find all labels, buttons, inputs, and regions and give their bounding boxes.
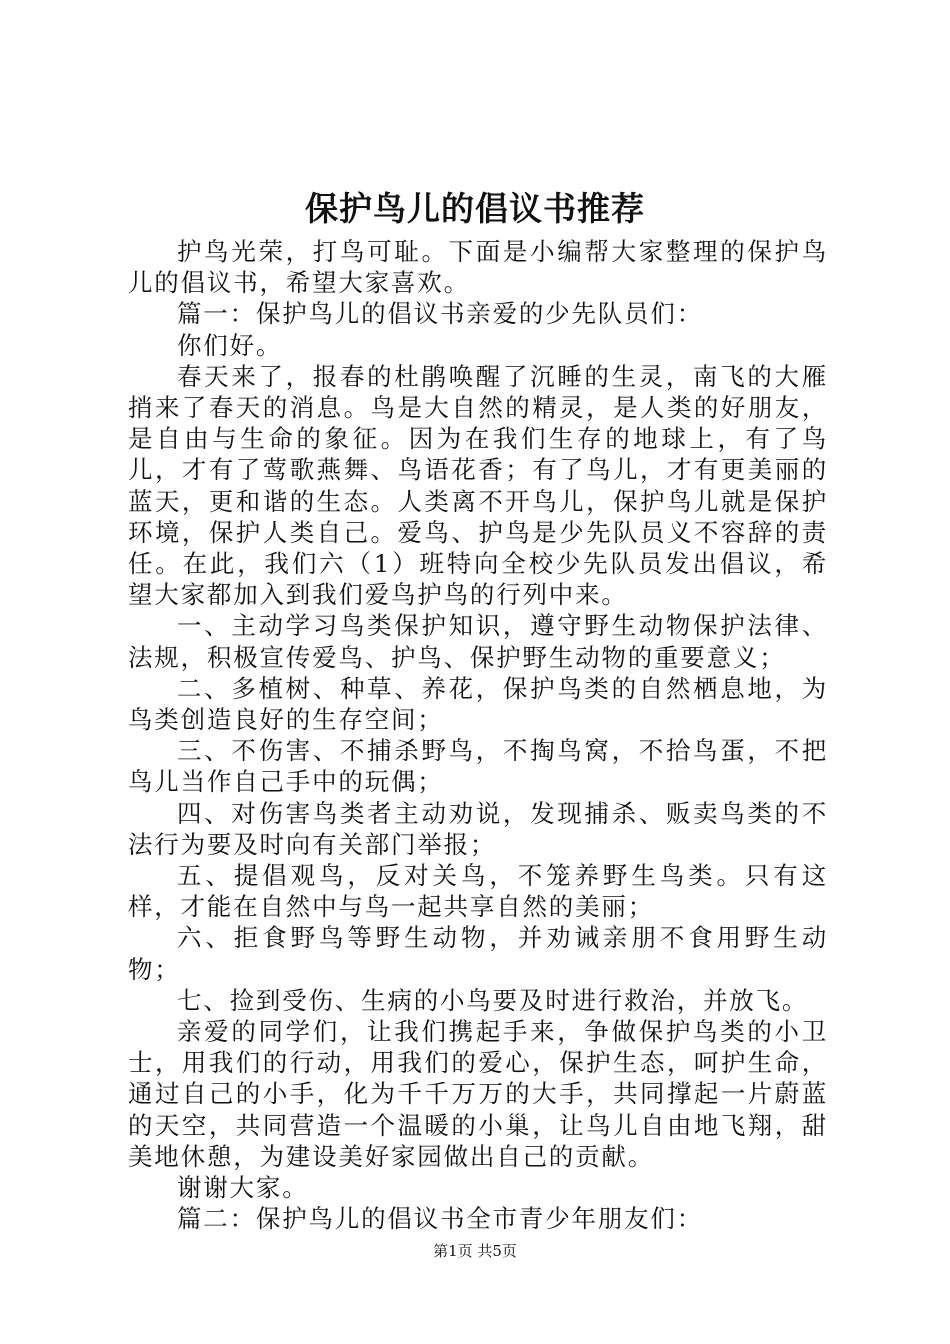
paragraph-item-1: 一、主动学习鸟类保护知识，遵守野生动物保护法律、法规，积极宣传爱鸟、护鸟、保护野生动物的重要意义； [128,611,828,672]
paragraph-item-7: 七、捡到受伤、生病的小鸟要及时进行救治，并放飞。 [177,985,809,1015]
document-body [128,236,828,1235]
paragraph-part-two-heading: 篇二：保护鸟儿的倡议书全市青少年朋友们： [177,1204,703,1234]
document-title: 保护鸟儿的倡议书推荐 [305,189,645,228]
paragraph-item-5: 五、提倡观鸟，反对关鸟，不笼养野生鸟类。只有这样，才能在自然中与鸟一起共享自然的美丽； [128,861,828,922]
paragraph-item-3: 三、不伤害、不捕杀野鸟，不掏鸟窝，不拾鸟蛋，不把鸟儿当作自己手中的玩偶； [128,736,828,797]
paragraph-item-2: 二、多植树、种草、养花，保护鸟类的自然栖息地，为鸟类创造良好的生存空间； [128,673,828,735]
paragraph-thanks: 谢谢大家。 [177,1173,309,1203]
paragraph-intro: 护鸟光荣，打鸟可耻。下面是小编帮大家整理的保护鸟儿的倡议书，希望大家喜欢。 [128,237,828,298]
paragraph-part-one-heading: 篇一：保护鸟儿的倡议书亲爱的少先队员们： [177,299,703,329]
page-footer: 第1页 共5页 [433,1242,517,1260]
paragraph-call-to-action: 亲爱的同学们，让我们携起手来，争做保护鸟类的小卫士，用我们的行动，用我们的爱心，保护生态，呵护生命，通过自己的小手，化为千千万万的大手，共同撑起一片蔚蓝的天空，共同营造一个温暖的小巢，让鸟儿自由地飞翔，甜美地休憩，为建设美好家园做出自己的贡献。 [128,1017,828,1171]
paragraph-spring: 春天来了，报春的杜鹃唤醒了沉睡的生灵，南飞的大雁捎来了春天的消息。鸟是大自然的精灵，是人类的好朋友，是自由与生命的象征。因为在我们生存的地球上，有了鸟儿，才有了莺歌燕舞、鸟语花香；有了鸟儿，才有更美丽的蓝天，更和谐的生态。人类离不开鸟儿，保护鸟儿就是保护环境，保护人类自己。爱鸟、护鸟是少先队员义不容辞的责任。在此，我们六（1）班特向全校少先队员发出倡议，希望大家都加入到我们爱鸟护鸟的行列中来。 [128,361,828,610]
paragraph-item-4: 四、对伤害鸟类者主动劝说，发现捕杀、贩卖鸟类的不法行为要及时向有关部门举报； [128,798,828,859]
paragraph-item-6: 六、拒食野鸟等野生动物，并劝诫亲朋不食用野生动物； [128,923,828,984]
paragraph-greeting: 你们好。 [177,330,283,360]
